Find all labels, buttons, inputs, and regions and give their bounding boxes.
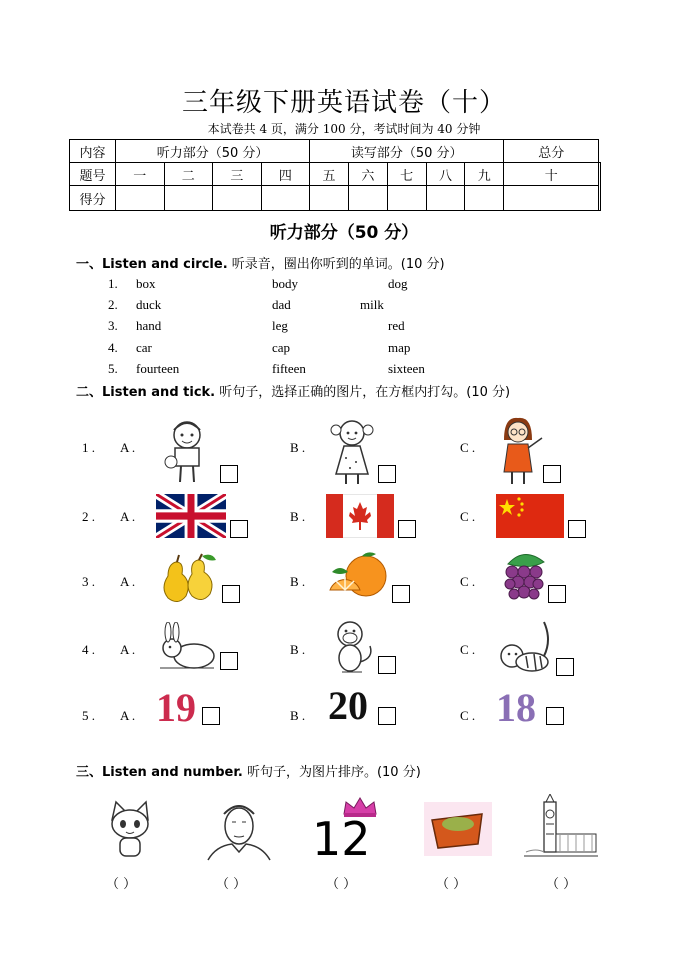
box-icon xyxy=(422,800,494,858)
score-table-header: 读写部分（50 分） xyxy=(310,140,504,163)
option-label: C . xyxy=(460,708,476,723)
score-table-label: 得分 xyxy=(70,186,116,211)
china-flag-icon xyxy=(496,494,564,538)
total-score-cell[interactable] xyxy=(599,163,601,211)
answer-checkbox[interactable] xyxy=(568,520,586,538)
part3-heading xyxy=(76,761,421,780)
score-table-number: 六 xyxy=(348,163,387,186)
option-label: C . xyxy=(460,509,476,524)
score-cell[interactable] xyxy=(426,186,465,211)
word-option[interactable]: fifteen xyxy=(272,361,306,376)
teacher-icon xyxy=(496,414,546,486)
order-blank[interactable]: （ ） xyxy=(546,877,577,892)
word-option[interactable]: map xyxy=(388,340,411,355)
cat-icon xyxy=(106,798,154,860)
list-item xyxy=(108,318,468,338)
option-label: A . xyxy=(120,708,136,723)
part2-heading-zh: 听句子，选择正确的图片，在方框内打勾。(10 分) xyxy=(215,385,511,400)
part3-heading-en: 三、Listen and number. xyxy=(76,765,243,780)
answer-checkbox[interactable] xyxy=(230,520,248,538)
question-number: 4 . xyxy=(82,642,95,657)
score-table-number: 五 xyxy=(310,163,349,186)
word-option[interactable]: box xyxy=(136,276,156,291)
answer-checkbox[interactable] xyxy=(202,707,220,725)
number-picture: 12 xyxy=(312,812,371,866)
word-option[interactable]: fourteen xyxy=(136,361,180,376)
answer-checkbox[interactable] xyxy=(220,652,238,670)
score-cell[interactable] xyxy=(116,186,165,211)
option-label: B . xyxy=(290,574,306,589)
page-subtitle: 本试卷共 4 页，满分 100 分，考试时间为 40 分钟 xyxy=(207,122,481,136)
big-ben-icon xyxy=(522,794,600,862)
word-option[interactable]: red xyxy=(388,318,405,333)
score-table-header: 内容 xyxy=(70,140,116,163)
boy-icon xyxy=(160,418,216,486)
score-table-number: 十 xyxy=(504,163,599,186)
number-picture: 20 xyxy=(328,683,368,728)
part1-heading xyxy=(76,253,445,272)
option-label: B . xyxy=(290,642,306,657)
word-option[interactable]: milk xyxy=(360,297,384,312)
score-table-number: 八 xyxy=(426,163,465,186)
word-option[interactable]: hand xyxy=(136,318,162,333)
tiger-icon xyxy=(496,616,554,678)
part2-heading-en: 二、Listen and tick. xyxy=(76,385,216,400)
order-blank[interactable]: （ ） xyxy=(326,877,357,892)
answer-checkbox[interactable] xyxy=(548,585,566,603)
man-icon xyxy=(206,800,272,862)
number-picture: 18 xyxy=(496,685,536,730)
word-option[interactable]: duck xyxy=(136,297,162,312)
answer-checkbox[interactable] xyxy=(220,465,238,483)
question-number: 2 . xyxy=(82,509,95,524)
monkey-icon xyxy=(328,618,376,678)
answer-checkbox[interactable] xyxy=(556,658,574,676)
grapes-icon xyxy=(500,550,548,606)
word-option[interactable]: car xyxy=(136,340,152,355)
answer-checkbox[interactable] xyxy=(378,707,396,725)
word-option[interactable]: dog xyxy=(388,276,408,291)
number-picture: 19 xyxy=(156,685,196,730)
section-title: 听力部分（50 分） xyxy=(269,223,419,243)
list-item-number: 4. xyxy=(108,340,118,355)
score-table-header: 听力部分（50 分） xyxy=(116,140,310,163)
word-option[interactable]: cap xyxy=(272,340,291,355)
list-item-number: 2. xyxy=(108,297,118,312)
score-table-number: 九 xyxy=(465,163,504,186)
part3-heading-zh: 听句子，为图片排序。(10 分) xyxy=(242,765,421,780)
option-label: A . xyxy=(120,509,136,524)
option-label: B . xyxy=(290,509,306,524)
order-blank[interactable]: （ ） xyxy=(436,877,467,892)
option-label: A . xyxy=(120,574,136,589)
word-option[interactable]: dad xyxy=(272,297,291,312)
list-item-number: 5. xyxy=(108,361,118,376)
part2-heading xyxy=(76,381,510,400)
score-table-header: 总分 xyxy=(504,140,599,163)
list-item xyxy=(108,340,468,360)
score-table-label: 题号 xyxy=(70,163,116,186)
orange-icon xyxy=(326,550,392,604)
answer-checkbox[interactable] xyxy=(543,465,561,483)
part1-heading-en: 一、Listen and circle. xyxy=(76,257,228,272)
uk-flag-icon xyxy=(156,494,226,538)
option-label: B . xyxy=(290,440,306,455)
score-table-number: 四 xyxy=(261,163,310,186)
girl-icon xyxy=(326,416,378,486)
order-blank[interactable]: （ ） xyxy=(106,877,137,892)
question-number: 5 . xyxy=(82,708,95,723)
option-label: C . xyxy=(460,440,476,455)
answer-checkbox[interactable] xyxy=(378,465,396,483)
page-title: 三年级下册英语试卷（十） xyxy=(181,88,506,118)
pear-icon xyxy=(156,552,222,606)
score-table-number: 二 xyxy=(164,163,213,186)
question-number: 1 . xyxy=(82,440,95,455)
option-label: A . xyxy=(120,440,136,455)
option-label: C . xyxy=(460,574,476,589)
score-cell[interactable] xyxy=(310,186,349,211)
answer-checkbox[interactable] xyxy=(222,585,240,603)
score-cell[interactable] xyxy=(504,186,599,211)
option-label: C . xyxy=(460,642,476,657)
list-item-number: 3. xyxy=(108,318,118,333)
list-item xyxy=(108,276,468,296)
score-cell[interactable] xyxy=(164,186,213,211)
question-number: 3 . xyxy=(82,574,95,589)
answer-checkbox[interactable] xyxy=(546,707,564,725)
score-table-number: 三 xyxy=(213,163,262,186)
word-option[interactable]: body xyxy=(272,276,298,291)
score-cell[interactable] xyxy=(348,186,387,211)
option-label: B . xyxy=(290,708,306,723)
score-table-number: 七 xyxy=(387,163,426,186)
rabbit-icon xyxy=(156,622,220,672)
word-option[interactable]: sixteen xyxy=(388,361,425,376)
list-item xyxy=(108,361,468,381)
list-item xyxy=(108,297,468,317)
answer-checkbox[interactable] xyxy=(378,656,396,674)
score-table-number: 一 xyxy=(116,163,165,186)
canada-flag-icon xyxy=(326,494,394,538)
answer-checkbox[interactable] xyxy=(392,585,410,603)
score-cell[interactable] xyxy=(261,186,310,211)
score-cell[interactable] xyxy=(387,186,426,211)
answer-checkbox[interactable] xyxy=(398,520,416,538)
part1-heading-zh: 听录音，圈出你听到的单词。(10 分) xyxy=(227,257,445,272)
score-cell[interactable] xyxy=(213,186,262,211)
order-blank[interactable]: （ ） xyxy=(216,877,247,892)
score-cell[interactable] xyxy=(465,186,504,211)
option-label: A . xyxy=(120,642,136,657)
word-option[interactable]: leg xyxy=(272,318,288,333)
score-table xyxy=(69,139,601,211)
list-item-number: 1. xyxy=(108,276,118,291)
